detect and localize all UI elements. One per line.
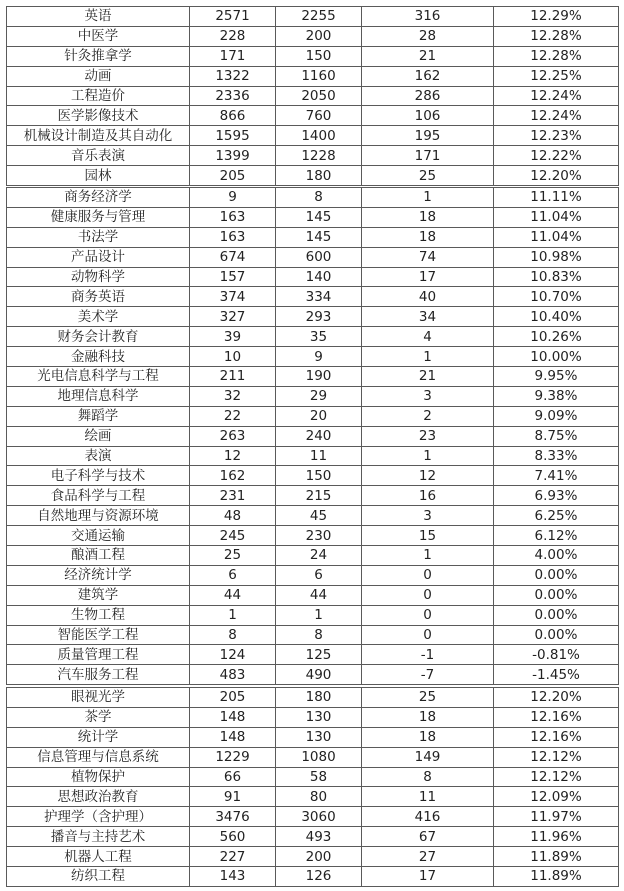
major-name-cell: 绘画 (7, 426, 190, 446)
major-name-cell: 播音与主持艺术 (7, 827, 190, 847)
change-cell: 2 (362, 406, 494, 426)
change-cell: 0 (362, 605, 494, 625)
major-table-section-2 (6, 187, 619, 685)
major-name-cell: 商务经济学 (7, 188, 190, 208)
major-name-cell: 机器人工程 (7, 847, 190, 867)
major-name-cell: 财务会计教育 (7, 327, 190, 347)
change-cell: 17 (362, 267, 494, 287)
percent-cell: 12.29% (494, 7, 619, 27)
count-b-cell: 240 (276, 426, 362, 446)
major-name-cell: 工程造价 (7, 86, 190, 106)
major-name-cell: 书法学 (7, 227, 190, 247)
percent-cell: 12.12% (494, 747, 619, 767)
count-a-cell: 91 (190, 787, 276, 807)
change-cell: 1 (362, 446, 494, 466)
percent-cell: 12.23% (494, 126, 619, 146)
percent-cell: 11.89% (494, 847, 619, 867)
change-cell: 106 (362, 106, 494, 126)
table-row (7, 106, 619, 126)
count-b-cell: 600 (276, 247, 362, 267)
count-a-cell: 374 (190, 287, 276, 307)
change-cell: 18 (362, 227, 494, 247)
major-name-cell: 交通运输 (7, 526, 190, 546)
percent-cell: 8.75% (494, 426, 619, 446)
count-a-cell: 205 (190, 688, 276, 708)
percent-cell: 11.04% (494, 207, 619, 227)
percent-cell: 11.96% (494, 827, 619, 847)
major-name-cell: 质量管理工程 (7, 645, 190, 665)
count-b-cell: 3060 (276, 807, 362, 827)
major-name-cell: 信息管理与信息系统 (7, 747, 190, 767)
count-a-cell: 483 (190, 665, 276, 685)
count-b-cell: 29 (276, 386, 362, 406)
change-cell: 11 (362, 787, 494, 807)
change-cell: 12 (362, 466, 494, 486)
count-b-cell: 230 (276, 526, 362, 546)
table-row (7, 146, 619, 166)
change-cell: 25 (362, 166, 494, 186)
count-a-cell: 560 (190, 827, 276, 847)
count-a-cell: 2336 (190, 86, 276, 106)
change-cell: 286 (362, 86, 494, 106)
major-name-cell: 植物保护 (7, 767, 190, 787)
major-name-cell: 动画 (7, 66, 190, 86)
major-name-cell: 园林 (7, 166, 190, 186)
count-b-cell: 58 (276, 767, 362, 787)
percent-cell: 12.09% (494, 787, 619, 807)
change-cell: 4 (362, 327, 494, 347)
count-b-cell: 145 (276, 207, 362, 227)
table-row (7, 767, 619, 787)
count-a-cell: 66 (190, 767, 276, 787)
table-row (7, 26, 619, 46)
count-a-cell: 245 (190, 526, 276, 546)
major-name-cell: 纺织工程 (7, 867, 190, 887)
change-cell: 21 (362, 46, 494, 66)
table-row (7, 707, 619, 727)
percent-cell: 4.00% (494, 546, 619, 566)
count-a-cell: 39 (190, 327, 276, 347)
change-cell: 21 (362, 367, 494, 387)
count-a-cell: 124 (190, 645, 276, 665)
count-a-cell: 3476 (190, 807, 276, 827)
major-name-cell: 经济统计学 (7, 565, 190, 585)
table-row (7, 66, 619, 86)
change-cell: 171 (362, 146, 494, 166)
count-b-cell: 150 (276, 466, 362, 486)
percent-cell: 7.41% (494, 466, 619, 486)
change-cell: 8 (362, 767, 494, 787)
change-cell: 17 (362, 867, 494, 887)
major-name-cell: 智能医学工程 (7, 625, 190, 645)
table-row (7, 688, 619, 708)
major-name-cell: 思想政治教育 (7, 787, 190, 807)
percent-cell: 9.38% (494, 386, 619, 406)
table-row (7, 327, 619, 347)
percent-cell: 10.70% (494, 287, 619, 307)
count-a-cell: 205 (190, 166, 276, 186)
percent-cell: 11.11% (494, 188, 619, 208)
count-b-cell: 35 (276, 327, 362, 347)
percent-cell: 0.00% (494, 585, 619, 605)
change-cell: 18 (362, 207, 494, 227)
count-a-cell: 866 (190, 106, 276, 126)
percent-cell: 10.83% (494, 267, 619, 287)
count-b-cell: 45 (276, 506, 362, 526)
percent-cell: -1.45% (494, 665, 619, 685)
count-b-cell: 200 (276, 26, 362, 46)
change-cell: 67 (362, 827, 494, 847)
percent-cell: 11.97% (494, 807, 619, 827)
table-row (7, 46, 619, 66)
count-b-cell: 130 (276, 707, 362, 727)
major-name-cell: 金融科技 (7, 347, 190, 367)
count-a-cell: 143 (190, 867, 276, 887)
major-name-cell: 针灸推拿学 (7, 46, 190, 66)
major-name-cell: 美术学 (7, 307, 190, 327)
change-cell: 23 (362, 426, 494, 446)
count-b-cell: 9 (276, 347, 362, 367)
table-row (7, 247, 619, 267)
count-a-cell: 148 (190, 707, 276, 727)
count-b-cell: 20 (276, 406, 362, 426)
count-b-cell: 6 (276, 565, 362, 585)
table-row (7, 406, 619, 426)
count-a-cell: 327 (190, 307, 276, 327)
table-row (7, 466, 619, 486)
count-b-cell: 180 (276, 166, 362, 186)
major-name-cell: 酿酒工程 (7, 546, 190, 566)
count-a-cell: 6 (190, 565, 276, 585)
major-name-cell: 生物工程 (7, 605, 190, 625)
table-row (7, 287, 619, 307)
table-row (7, 347, 619, 367)
major-name-cell: 表演 (7, 446, 190, 466)
major-name-cell: 中医学 (7, 26, 190, 46)
percent-cell: 12.12% (494, 767, 619, 787)
major-name-cell: 商务英语 (7, 287, 190, 307)
count-b-cell: 293 (276, 307, 362, 327)
table-row (7, 645, 619, 665)
table-row (7, 727, 619, 747)
major-name-cell: 机械设计制造及其自动化 (7, 126, 190, 146)
count-b-cell: 44 (276, 585, 362, 605)
major-name-cell: 茶学 (7, 707, 190, 727)
count-b-cell: 2255 (276, 7, 362, 27)
count-a-cell: 9 (190, 188, 276, 208)
percent-cell: 12.28% (494, 26, 619, 46)
percent-cell: 12.20% (494, 688, 619, 708)
table-row (7, 166, 619, 186)
table-row (7, 546, 619, 566)
count-a-cell: 1595 (190, 126, 276, 146)
count-b-cell: 1160 (276, 66, 362, 86)
count-b-cell: 2050 (276, 86, 362, 106)
table-row (7, 665, 619, 685)
percent-cell: 12.28% (494, 46, 619, 66)
table-row (7, 625, 619, 645)
count-a-cell: 148 (190, 727, 276, 747)
count-b-cell: 24 (276, 546, 362, 566)
major-table-section-1 (6, 6, 619, 186)
change-cell: 25 (362, 688, 494, 708)
major-name-cell: 健康服务与管理 (7, 207, 190, 227)
change-cell: 316 (362, 7, 494, 27)
table-row (7, 867, 619, 887)
percent-cell: 12.24% (494, 86, 619, 106)
count-a-cell: 263 (190, 426, 276, 446)
major-name-cell: 动物科学 (7, 267, 190, 287)
count-a-cell: 1229 (190, 747, 276, 767)
change-cell: 1 (362, 546, 494, 566)
major-name-cell: 汽车服务工程 (7, 665, 190, 685)
count-b-cell: 8 (276, 625, 362, 645)
table-row (7, 787, 619, 807)
change-cell: 28 (362, 26, 494, 46)
count-b-cell: 200 (276, 847, 362, 867)
change-cell: 15 (362, 526, 494, 546)
change-cell: 3 (362, 506, 494, 526)
percent-cell: 10.98% (494, 247, 619, 267)
count-b-cell: 1080 (276, 747, 362, 767)
change-cell: -7 (362, 665, 494, 685)
count-b-cell: 760 (276, 106, 362, 126)
percent-cell: 12.22% (494, 146, 619, 166)
change-cell: 3 (362, 386, 494, 406)
percent-cell: 0.00% (494, 605, 619, 625)
major-table-section-3 (6, 687, 619, 887)
table-row (7, 486, 619, 506)
major-name-cell: 建筑学 (7, 585, 190, 605)
table-row (7, 747, 619, 767)
table-row (7, 7, 619, 27)
percent-cell: -0.81% (494, 645, 619, 665)
table-row (7, 847, 619, 867)
count-b-cell: 80 (276, 787, 362, 807)
count-a-cell: 231 (190, 486, 276, 506)
change-cell: 0 (362, 565, 494, 585)
major-name-cell: 地理信息科学 (7, 386, 190, 406)
count-a-cell: 44 (190, 585, 276, 605)
count-a-cell: 8 (190, 625, 276, 645)
table-row (7, 827, 619, 847)
table-row (7, 807, 619, 827)
count-b-cell: 125 (276, 645, 362, 665)
percent-cell: 6.12% (494, 526, 619, 546)
percent-cell: 12.24% (494, 106, 619, 126)
count-a-cell: 25 (190, 546, 276, 566)
count-b-cell: 126 (276, 867, 362, 887)
major-name-cell: 医学影像技术 (7, 106, 190, 126)
count-a-cell: 162 (190, 466, 276, 486)
major-name-cell: 舞蹈学 (7, 406, 190, 426)
percent-cell: 0.00% (494, 625, 619, 645)
change-cell: -1 (362, 645, 494, 665)
percent-cell: 9.95% (494, 367, 619, 387)
count-a-cell: 674 (190, 247, 276, 267)
major-name-cell: 自然地理与资源环境 (7, 506, 190, 526)
change-cell: 27 (362, 847, 494, 867)
percent-cell: 10.40% (494, 307, 619, 327)
percent-cell: 9.09% (494, 406, 619, 426)
table-row (7, 386, 619, 406)
change-cell: 0 (362, 585, 494, 605)
change-cell: 18 (362, 707, 494, 727)
table-row (7, 367, 619, 387)
count-a-cell: 2571 (190, 7, 276, 27)
percent-cell: 11.04% (494, 227, 619, 247)
percent-cell: 8.33% (494, 446, 619, 466)
table-row (7, 207, 619, 227)
percent-cell: 0.00% (494, 565, 619, 585)
table-row (7, 446, 619, 466)
major-name-cell: 电子科学与技术 (7, 466, 190, 486)
count-b-cell: 180 (276, 688, 362, 708)
change-cell: 162 (362, 66, 494, 86)
percent-cell: 11.89% (494, 867, 619, 887)
percent-cell: 10.00% (494, 347, 619, 367)
count-b-cell: 150 (276, 46, 362, 66)
percent-cell: 10.26% (494, 327, 619, 347)
count-a-cell: 48 (190, 506, 276, 526)
count-a-cell: 10 (190, 347, 276, 367)
count-a-cell: 227 (190, 847, 276, 867)
count-a-cell: 1399 (190, 146, 276, 166)
table-row (7, 227, 619, 247)
table-row (7, 267, 619, 287)
count-b-cell: 145 (276, 227, 362, 247)
count-a-cell: 32 (190, 386, 276, 406)
table-row (7, 188, 619, 208)
count-a-cell: 22 (190, 406, 276, 426)
change-cell: 40 (362, 287, 494, 307)
change-cell: 416 (362, 807, 494, 827)
change-cell: 1 (362, 347, 494, 367)
table-row (7, 86, 619, 106)
major-name-cell: 护理学（含护理） (7, 807, 190, 827)
change-cell: 18 (362, 727, 494, 747)
count-a-cell: 157 (190, 267, 276, 287)
count-a-cell: 171 (190, 46, 276, 66)
table-row (7, 126, 619, 146)
table-row (7, 426, 619, 446)
change-cell: 0 (362, 625, 494, 645)
major-name-cell: 光电信息科学与工程 (7, 367, 190, 387)
table-row (7, 585, 619, 605)
change-cell: 195 (362, 126, 494, 146)
count-b-cell: 8 (276, 188, 362, 208)
count-b-cell: 215 (276, 486, 362, 506)
table-row (7, 605, 619, 625)
count-b-cell: 130 (276, 727, 362, 747)
change-cell: 149 (362, 747, 494, 767)
percent-cell: 6.93% (494, 486, 619, 506)
major-name-cell: 产品设计 (7, 247, 190, 267)
count-a-cell: 228 (190, 26, 276, 46)
count-b-cell: 493 (276, 827, 362, 847)
count-b-cell: 11 (276, 446, 362, 466)
major-name-cell: 食品科学与工程 (7, 486, 190, 506)
percent-cell: 6.25% (494, 506, 619, 526)
percent-cell: 12.25% (494, 66, 619, 86)
change-cell: 34 (362, 307, 494, 327)
count-a-cell: 1322 (190, 66, 276, 86)
change-cell: 16 (362, 486, 494, 506)
count-b-cell: 1 (276, 605, 362, 625)
change-cell: 1 (362, 188, 494, 208)
count-b-cell: 140 (276, 267, 362, 287)
major-name-cell: 眼视光学 (7, 688, 190, 708)
count-a-cell: 211 (190, 367, 276, 387)
count-a-cell: 163 (190, 227, 276, 247)
count-b-cell: 490 (276, 665, 362, 685)
count-a-cell: 12 (190, 446, 276, 466)
major-name-cell: 音乐表演 (7, 146, 190, 166)
percent-cell: 12.20% (494, 166, 619, 186)
table-row (7, 565, 619, 585)
count-a-cell: 163 (190, 207, 276, 227)
major-name-cell: 英语 (7, 7, 190, 27)
change-cell: 74 (362, 247, 494, 267)
count-b-cell: 334 (276, 287, 362, 307)
percent-cell: 12.16% (494, 707, 619, 727)
table-row (7, 506, 619, 526)
count-a-cell: 1 (190, 605, 276, 625)
major-name-cell: 统计学 (7, 727, 190, 747)
count-b-cell: 190 (276, 367, 362, 387)
table-row (7, 526, 619, 546)
table-row (7, 307, 619, 327)
count-b-cell: 1400 (276, 126, 362, 146)
count-b-cell: 1228 (276, 146, 362, 166)
percent-cell: 12.16% (494, 727, 619, 747)
